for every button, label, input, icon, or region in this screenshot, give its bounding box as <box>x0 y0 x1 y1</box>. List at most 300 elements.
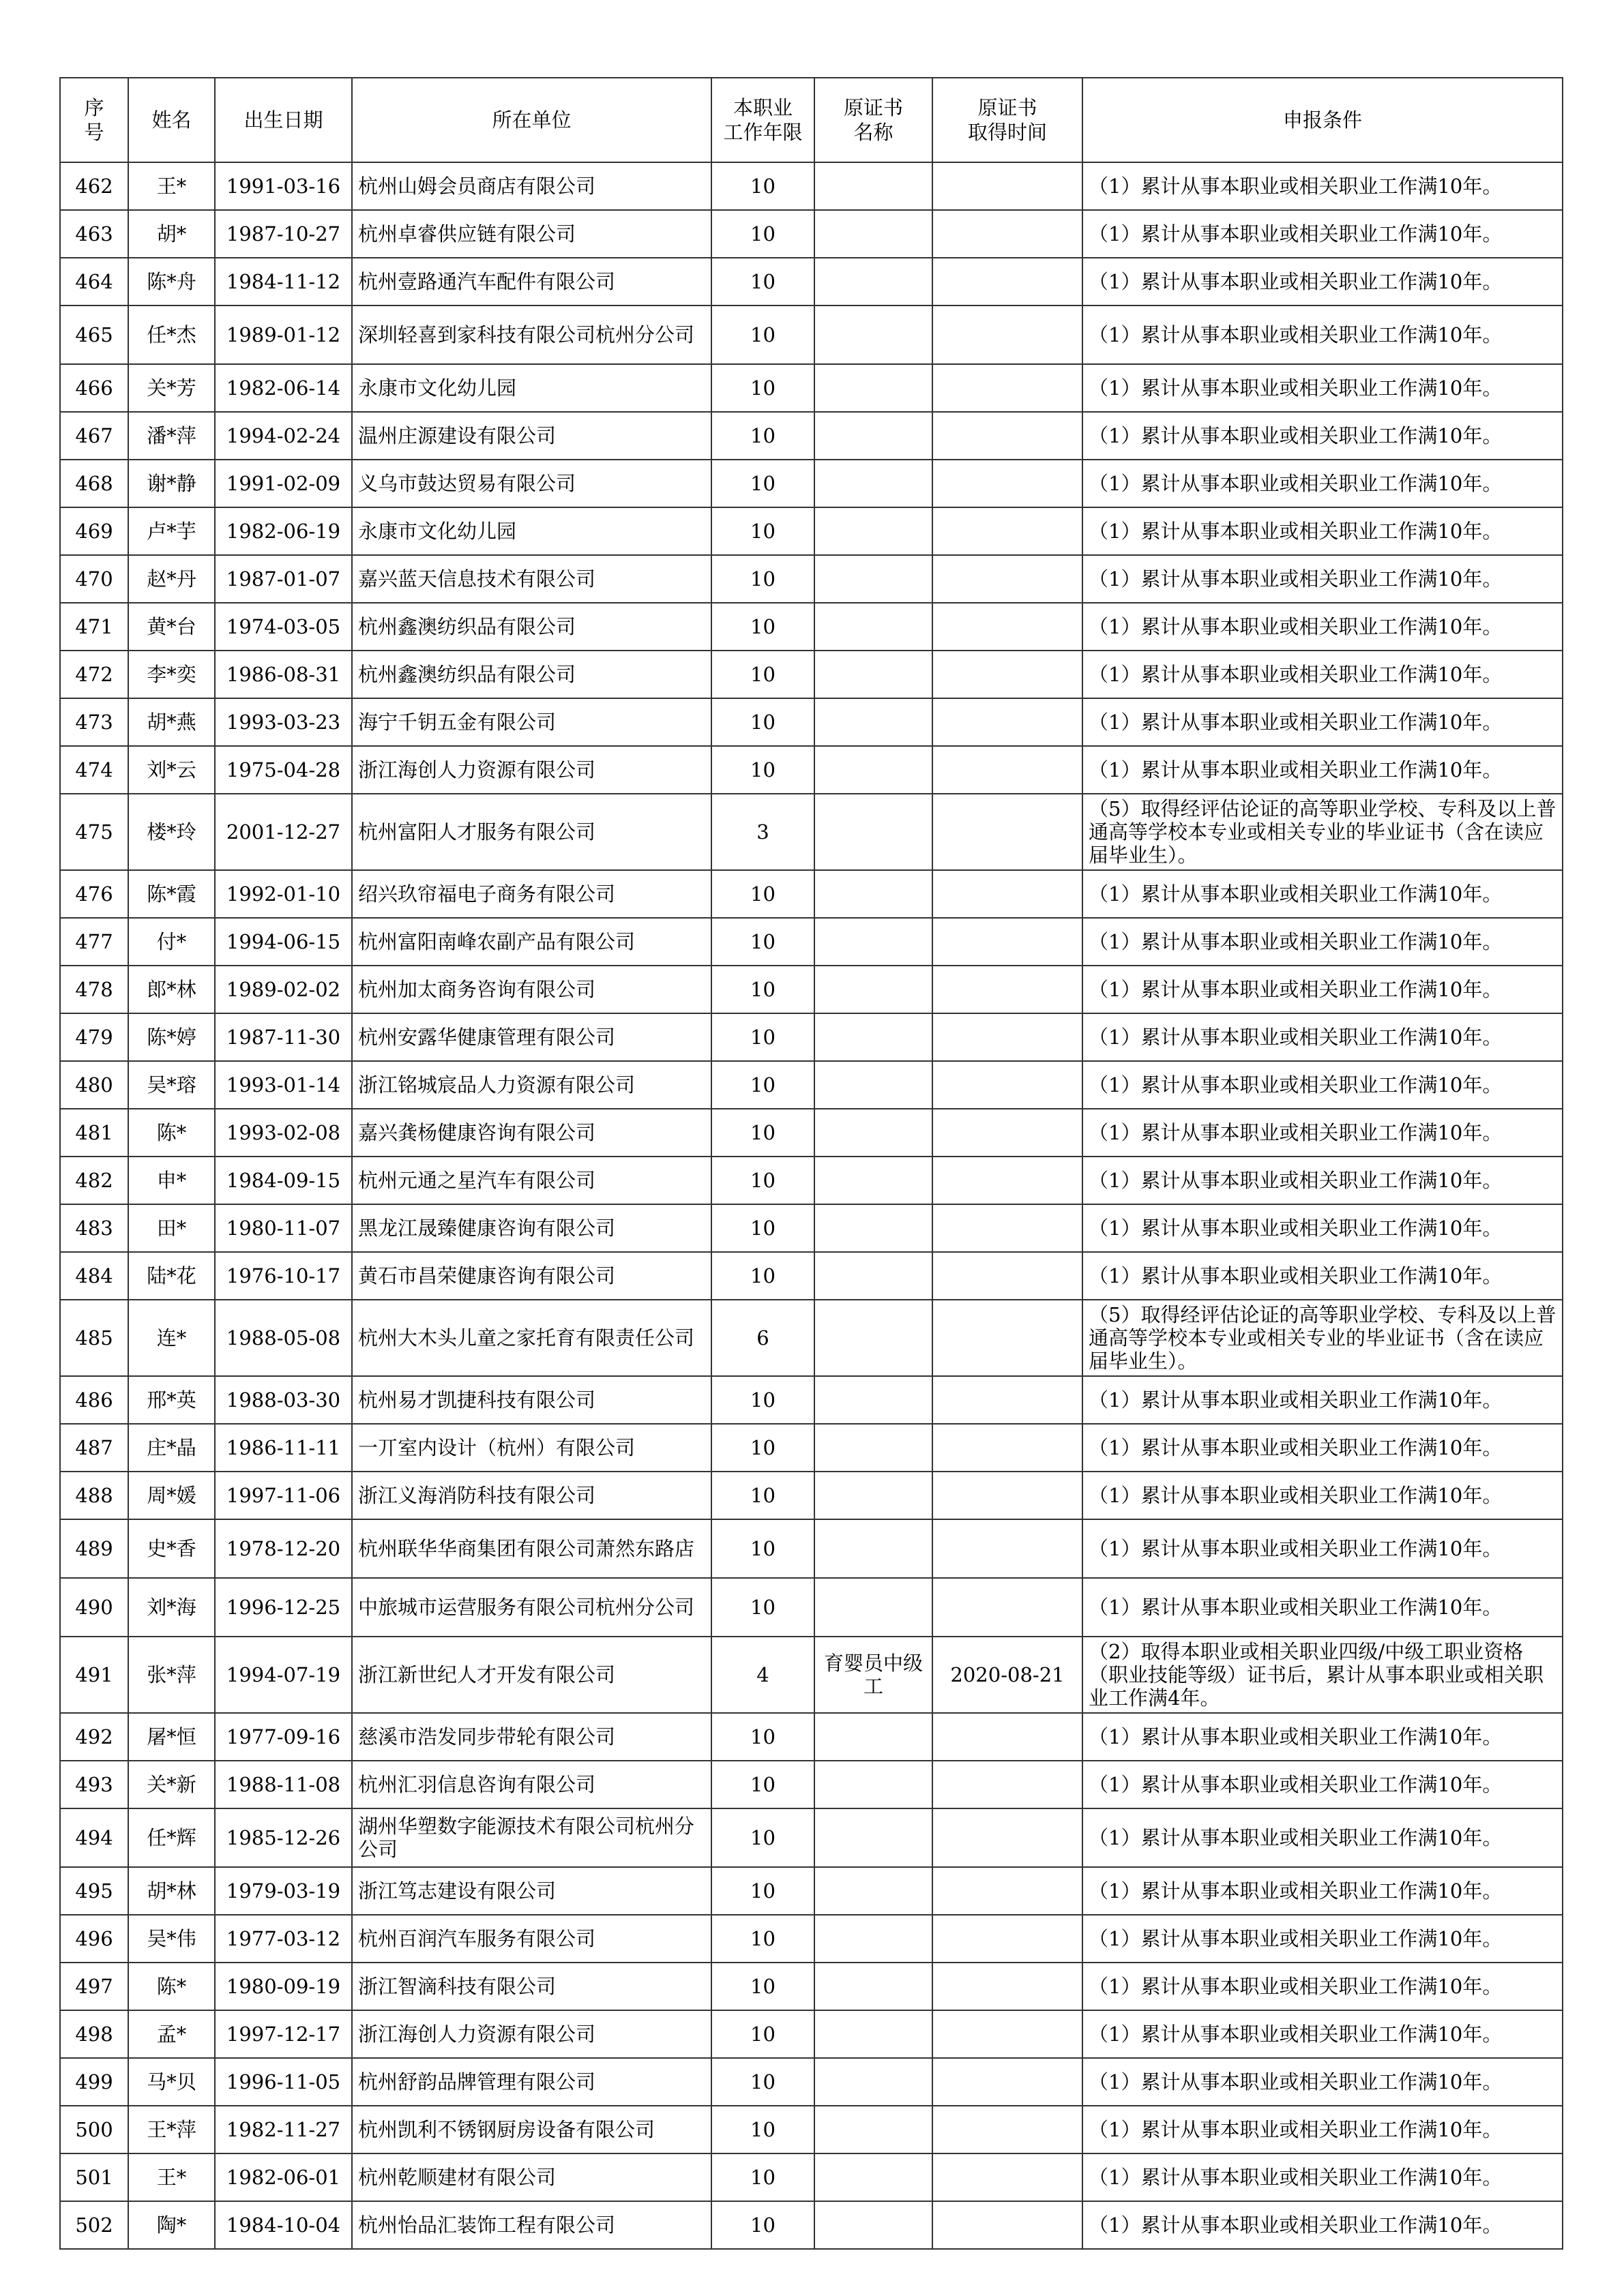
cell-birth: 1989-02-02 <box>215 966 352 1013</box>
cell-birth: 1982-06-19 <box>215 507 352 555</box>
table-row <box>60 1808 1563 1867</box>
cell-birth: 1997-12-17 <box>215 2010 352 2058</box>
cell-company: 嘉兴蓝天信息技术有限公司 <box>352 555 711 603</box>
table-row <box>60 1637 1563 1713</box>
cell-name: 张*萍 <box>128 1637 215 1713</box>
cell-name: 邢*英 <box>128 1376 215 1424</box>
table-row <box>60 966 1563 1013</box>
cell-company: 杭州安露华健康管理有限公司 <box>352 1013 711 1061</box>
table-row <box>60 2058 1563 2106</box>
table-row <box>60 1519 1563 1578</box>
cell-years: 10 <box>711 2010 814 2058</box>
table-row <box>60 918 1563 966</box>
cell-condition: （1）累计从事本职业或相关职业工作满10年。 <box>1082 870 1563 918</box>
cell-seq: 477 <box>60 918 128 966</box>
table-row <box>60 2153 1563 2201</box>
cell-company: 海宁千钥五金有限公司 <box>352 698 711 746</box>
cell-name: 周*媛 <box>128 1472 215 1519</box>
cell-seq: 490 <box>60 1578 128 1637</box>
cell-cert-date <box>932 2153 1082 2201</box>
cell-condition: （1）累计从事本职业或相关职业工作满10年。 <box>1082 1472 1563 1519</box>
table-row <box>60 1915 1563 1963</box>
cell-years: 10 <box>711 1578 814 1637</box>
cell-company: 慈溪市浩发同步带轮有限公司 <box>352 1713 711 1761</box>
header-seq-line2: 号 <box>84 121 104 144</box>
cell-cert-name: 育婴员中级工 <box>814 1637 932 1713</box>
header-company: 所在单位 <box>352 78 711 162</box>
table-row <box>60 698 1563 746</box>
cell-name: 陈* <box>128 1109 215 1157</box>
cell-birth: 1975-04-28 <box>215 746 352 794</box>
cell-name: 付* <box>128 918 215 966</box>
cell-condition: （1）累计从事本职业或相关职业工作满10年。 <box>1082 1424 1563 1472</box>
cell-condition: （1）累计从事本职业或相关职业工作满10年。 <box>1082 1157 1563 1204</box>
cell-years: 10 <box>711 1204 814 1252</box>
cell-name: 申* <box>128 1157 215 1204</box>
cell-company: 杭州元通之星汽车有限公司 <box>352 1157 711 1204</box>
cell-condition: （5）取得经评估论证的高等职业学校、专科及以上普通高等学校本专业或相关专业的毕业证书（含在读应届毕业生）。 <box>1082 1300 1563 1376</box>
header-cert-name-line2: 名称 <box>853 121 894 144</box>
table-row <box>60 1252 1563 1300</box>
cell-name: 陆*花 <box>128 1252 215 1300</box>
cell-years: 10 <box>711 870 814 918</box>
table-row <box>60 1013 1563 1061</box>
cell-cert-name <box>814 210 932 258</box>
cell-years: 10 <box>711 258 814 305</box>
cell-cert-date <box>932 1013 1082 1061</box>
cell-name: 黄*台 <box>128 603 215 651</box>
cell-years: 10 <box>711 2201 814 2249</box>
cell-company: 嘉兴龚杨健康咨询有限公司 <box>352 1109 711 1157</box>
table-row <box>60 1157 1563 1204</box>
applicant-table <box>59 77 1563 2250</box>
cell-cert-name <box>814 746 932 794</box>
cell-birth: 1993-03-23 <box>215 698 352 746</box>
cell-cert-name <box>814 305 932 364</box>
cell-birth: 1976-10-17 <box>215 1252 352 1300</box>
cell-seq: 472 <box>60 651 128 698</box>
cell-cert-date <box>932 1808 1082 1867</box>
table-row <box>60 1761 1563 1808</box>
cell-cert-date <box>932 1252 1082 1300</box>
cell-condition: （1）累计从事本职业或相关职业工作满10年。 <box>1082 1915 1563 1963</box>
cell-years: 10 <box>711 603 814 651</box>
header-row <box>60 78 1563 162</box>
table-row <box>60 1424 1563 1472</box>
cell-seq: 468 <box>60 460 128 507</box>
cell-condition: （1）累计从事本职业或相关职业工作满10年。 <box>1082 1376 1563 1424</box>
cell-seq: 499 <box>60 2058 128 2106</box>
cell-company: 杭州凯利不锈钢厨房设备有限公司 <box>352 2106 711 2153</box>
cell-cert-name <box>814 1472 932 1519</box>
cell-condition: （1）累计从事本职业或相关职业工作满10年。 <box>1082 1061 1563 1109</box>
cell-company: 杭州联华华商集团有限公司萧然东路店 <box>352 1519 711 1578</box>
header-years <box>711 78 814 162</box>
cell-name: 卢*芋 <box>128 507 215 555</box>
cell-company: 杭州乾顺建材有限公司 <box>352 2153 711 2201</box>
cell-birth: 1994-07-19 <box>215 1637 352 1713</box>
table-row <box>60 794 1563 870</box>
cell-company: 浙江海创人力资源有限公司 <box>352 746 711 794</box>
cell-cert-date <box>932 364 1082 412</box>
cell-cert-name <box>814 364 932 412</box>
cell-seq: 502 <box>60 2201 128 2249</box>
cell-birth: 1988-11-08 <box>215 1761 352 1808</box>
cell-condition: （1）累计从事本职业或相关职业工作满10年。 <box>1082 507 1563 555</box>
cell-years: 10 <box>711 1867 814 1915</box>
cell-cert-name <box>814 651 932 698</box>
cell-cert-name <box>814 698 932 746</box>
cell-seq: 496 <box>60 1915 128 1963</box>
header-years-line2: 工作年限 <box>723 121 803 144</box>
cell-condition: （1）累计从事本职业或相关职业工作满10年。 <box>1082 555 1563 603</box>
cell-cert-name <box>814 1519 932 1578</box>
cell-cert-date: 2020-08-21 <box>932 1637 1082 1713</box>
cell-birth: 1977-09-16 <box>215 1713 352 1761</box>
cell-years: 10 <box>711 1915 814 1963</box>
cell-birth: 1987-01-07 <box>215 555 352 603</box>
cell-years: 10 <box>711 412 814 460</box>
cell-cert-date <box>932 870 1082 918</box>
cell-birth: 1996-11-05 <box>215 2058 352 2106</box>
cell-seq: 463 <box>60 210 128 258</box>
cell-cert-date <box>932 1424 1082 1472</box>
cell-cert-name <box>814 507 932 555</box>
cell-name: 关*新 <box>128 1761 215 1808</box>
cell-cert-date <box>932 1376 1082 1424</box>
cell-cert-name <box>814 918 932 966</box>
table-header <box>60 78 1563 162</box>
header-seq <box>60 78 128 162</box>
cell-seq: 498 <box>60 2010 128 2058</box>
header-cert-name-line1: 原证书 <box>843 96 903 119</box>
cell-name: 孟* <box>128 2010 215 2058</box>
header-cert-date-line1: 原证书 <box>977 96 1037 119</box>
cell-birth: 1988-03-30 <box>215 1376 352 1424</box>
cell-cert-date <box>932 305 1082 364</box>
cell-birth: 1977-03-12 <box>215 1915 352 1963</box>
cell-name: 刘*海 <box>128 1578 215 1637</box>
cell-condition: （1）累计从事本职业或相关职业工作满10年。 <box>1082 746 1563 794</box>
header-seq-line1: 序 <box>84 96 104 119</box>
cell-company: 永康市文化幼儿园 <box>352 364 711 412</box>
cell-cert-name <box>814 2201 932 2249</box>
cell-company: 杭州富阳南峰农副产品有限公司 <box>352 918 711 966</box>
cell-name: 关*芳 <box>128 364 215 412</box>
cell-cert-name <box>814 1578 932 1637</box>
cell-name: 赵*丹 <box>128 555 215 603</box>
cell-condition: （1）累计从事本职业或相关职业工作满10年。 <box>1082 1761 1563 1808</box>
cell-condition: （1）累计从事本职业或相关职业工作满10年。 <box>1082 698 1563 746</box>
table-row <box>60 555 1563 603</box>
table-row <box>60 746 1563 794</box>
cell-seq: 493 <box>60 1761 128 1808</box>
cell-cert-name <box>814 1808 932 1867</box>
cell-seq: 465 <box>60 305 128 364</box>
table-row <box>60 2106 1563 2153</box>
cell-cert-name <box>814 1376 932 1424</box>
cell-name: 胡*林 <box>128 1867 215 1915</box>
cell-company: 杭州舒韵品牌管理有限公司 <box>352 2058 711 2106</box>
cell-years: 10 <box>711 507 814 555</box>
cell-cert-name <box>814 870 932 918</box>
cell-seq: 474 <box>60 746 128 794</box>
cell-name: 刘*云 <box>128 746 215 794</box>
cell-birth: 1993-02-08 <box>215 1109 352 1157</box>
cell-condition: （5）取得经评估论证的高等职业学校、专科及以上普通高等学校本专业或相关专业的毕业证书（含在读应届毕业生）。 <box>1082 794 1563 870</box>
cell-name: 楼*玲 <box>128 794 215 870</box>
cell-birth: 1993-01-14 <box>215 1061 352 1109</box>
cell-condition: （1）累计从事本职业或相关职业工作满10年。 <box>1082 258 1563 305</box>
cell-years: 6 <box>711 1300 814 1376</box>
cell-seq: 476 <box>60 870 128 918</box>
cell-birth: 1980-09-19 <box>215 1963 352 2010</box>
cell-birth: 1988-05-08 <box>215 1300 352 1376</box>
cell-cert-name <box>814 1424 932 1472</box>
cell-condition: （1）累计从事本职业或相关职业工作满10年。 <box>1082 918 1563 966</box>
cell-cert-name <box>814 794 932 870</box>
table-row <box>60 603 1563 651</box>
cell-seq: 494 <box>60 1808 128 1867</box>
cell-cert-date <box>932 966 1082 1013</box>
cell-years: 10 <box>711 1061 814 1109</box>
cell-birth: 1994-02-24 <box>215 412 352 460</box>
cell-years: 10 <box>711 1963 814 2010</box>
cell-company: 湖州华塑数字能源技术有限公司杭州分公司 <box>352 1808 711 1867</box>
cell-seq: 489 <box>60 1519 128 1578</box>
cell-seq: 488 <box>60 1472 128 1519</box>
cell-cert-date <box>932 1204 1082 1252</box>
cell-cert-date <box>932 162 1082 210</box>
cell-cert-name <box>814 1157 932 1204</box>
cell-company: 中旅城市运营服务有限公司杭州分公司 <box>352 1578 711 1637</box>
cell-cert-name <box>814 412 932 460</box>
cell-cert-date <box>932 2010 1082 2058</box>
cell-company: 义乌市鼓达贸易有限公司 <box>352 460 711 507</box>
cell-seq: 497 <box>60 1963 128 2010</box>
cell-seq: 470 <box>60 555 128 603</box>
cell-cert-name <box>814 1252 932 1300</box>
table-body <box>60 162 1563 2249</box>
cell-condition: （1）累计从事本职业或相关职业工作满10年。 <box>1082 2201 1563 2249</box>
cell-seq: 486 <box>60 1376 128 1424</box>
cell-years: 10 <box>711 1713 814 1761</box>
cell-birth: 1994-06-15 <box>215 918 352 966</box>
cell-name: 吴*伟 <box>128 1915 215 1963</box>
table-row <box>60 1300 1563 1376</box>
cell-cert-name <box>814 1867 932 1915</box>
cell-seq: 483 <box>60 1204 128 1252</box>
cell-cert-name <box>814 1204 932 1252</box>
cell-company: 浙江海创人力资源有限公司 <box>352 2010 711 2058</box>
cell-years: 4 <box>711 1637 814 1713</box>
cell-birth: 1987-11-30 <box>215 1013 352 1061</box>
table-row <box>60 1204 1563 1252</box>
cell-cert-date <box>932 1713 1082 1761</box>
cell-seq: 484 <box>60 1252 128 1300</box>
cell-name: 任*辉 <box>128 1808 215 1867</box>
cell-company: 杭州百润汽车服务有限公司 <box>352 1915 711 1963</box>
cell-birth: 1984-11-12 <box>215 258 352 305</box>
cell-company: 杭州怡品汇装饰工程有限公司 <box>352 2201 711 2249</box>
cell-years: 10 <box>711 651 814 698</box>
cell-name: 王* <box>128 162 215 210</box>
table-row <box>60 1713 1563 1761</box>
table-row <box>60 651 1563 698</box>
cell-cert-name <box>814 258 932 305</box>
cell-cert-name <box>814 2153 932 2201</box>
cell-cert-name <box>814 2010 932 2058</box>
header-cert-name <box>814 78 932 162</box>
cell-company: 杭州富阳人才服务有限公司 <box>352 794 711 870</box>
table-row <box>60 2010 1563 2058</box>
cell-condition: （1）累计从事本职业或相关职业工作满10年。 <box>1082 1867 1563 1915</box>
cell-cert-name <box>814 1061 932 1109</box>
cell-cert-date <box>932 746 1082 794</box>
cell-years: 3 <box>711 794 814 870</box>
cell-company: 浙江新世纪人才开发有限公司 <box>352 1637 711 1713</box>
cell-birth: 2001-12-27 <box>215 794 352 870</box>
header-cert-date-line2: 取得时间 <box>967 121 1047 144</box>
cell-cert-date <box>932 1157 1082 1204</box>
cell-seq: 480 <box>60 1061 128 1109</box>
cell-seq: 475 <box>60 794 128 870</box>
cell-years: 10 <box>711 1519 814 1578</box>
cell-cert-name <box>814 1915 932 1963</box>
header-birth: 出生日期 <box>215 78 352 162</box>
cell-cert-date <box>932 794 1082 870</box>
cell-name: 潘*萍 <box>128 412 215 460</box>
cell-seq: 491 <box>60 1637 128 1713</box>
cell-cert-date <box>932 412 1082 460</box>
cell-seq: 462 <box>60 162 128 210</box>
cell-company: 杭州卓睿供应链有限公司 <box>352 210 711 258</box>
cell-seq: 487 <box>60 1424 128 1472</box>
cell-cert-name <box>814 1300 932 1376</box>
table-row <box>60 1376 1563 1424</box>
cell-company: 杭州壹路通汽车配件有限公司 <box>352 258 711 305</box>
cell-years: 10 <box>711 555 814 603</box>
cell-cert-date <box>932 603 1082 651</box>
cell-years: 10 <box>711 698 814 746</box>
cell-years: 10 <box>711 1424 814 1472</box>
cell-condition: （1）累计从事本职业或相关职业工作满10年。 <box>1082 305 1563 364</box>
table-row <box>60 305 1563 364</box>
table-row <box>60 870 1563 918</box>
cell-seq: 466 <box>60 364 128 412</box>
cell-years: 10 <box>711 1472 814 1519</box>
cell-company: 杭州易才凯捷科技有限公司 <box>352 1376 711 1424</box>
table-row <box>60 162 1563 210</box>
cell-name: 胡*燕 <box>128 698 215 746</box>
cell-cert-name <box>814 460 932 507</box>
cell-cert-date <box>932 2058 1082 2106</box>
cell-name: 任*杰 <box>128 305 215 364</box>
table-row <box>60 1472 1563 1519</box>
cell-seq: 481 <box>60 1109 128 1157</box>
cell-seq: 492 <box>60 1713 128 1761</box>
cell-condition: （1）累计从事本职业或相关职业工作满10年。 <box>1082 966 1563 1013</box>
table-row <box>60 210 1563 258</box>
cell-condition: （1）累计从事本职业或相关职业工作满10年。 <box>1082 1013 1563 1061</box>
cell-birth: 1997-11-06 <box>215 1472 352 1519</box>
cell-condition: （1）累计从事本职业或相关职业工作满10年。 <box>1082 460 1563 507</box>
cell-cert-name <box>814 1713 932 1761</box>
cell-cert-name <box>814 162 932 210</box>
cell-birth: 1984-09-15 <box>215 1157 352 1204</box>
cell-birth: 1991-02-09 <box>215 460 352 507</box>
table-row <box>60 258 1563 305</box>
cell-years: 10 <box>711 918 814 966</box>
cell-name: 陈*婷 <box>128 1013 215 1061</box>
cell-years: 10 <box>711 1157 814 1204</box>
cell-birth: 1992-01-10 <box>215 870 352 918</box>
cell-name: 庄*晶 <box>128 1424 215 1472</box>
cell-company: 杭州鑫澳纺织品有限公司 <box>352 651 711 698</box>
cell-company: 杭州汇羽信息咨询有限公司 <box>352 1761 711 1808</box>
cell-cert-name <box>814 966 932 1013</box>
cell-cert-date <box>932 507 1082 555</box>
cell-name: 吴*瑢 <box>128 1061 215 1109</box>
cell-condition: （1）累计从事本职业或相关职业工作满10年。 <box>1082 2106 1563 2153</box>
cell-cert-date <box>932 1109 1082 1157</box>
cell-years: 10 <box>711 1109 814 1157</box>
cell-cert-date <box>932 1578 1082 1637</box>
cell-company: 浙江智滴科技有限公司 <box>352 1963 711 2010</box>
cell-seq: 479 <box>60 1013 128 1061</box>
cell-name: 屠*恒 <box>128 1713 215 1761</box>
cell-years: 10 <box>711 1252 814 1300</box>
cell-name: 田* <box>128 1204 215 1252</box>
cell-seq: 495 <box>60 1867 128 1915</box>
cell-company: 一丌室内设计（杭州）有限公司 <box>352 1424 711 1472</box>
cell-years: 10 <box>711 2106 814 2153</box>
cell-cert-date <box>932 258 1082 305</box>
cell-company: 杭州山姆会员商店有限公司 <box>352 162 711 210</box>
cell-company: 深圳轻喜到家科技有限公司杭州分公司 <box>352 305 711 364</box>
cell-birth: 1986-11-11 <box>215 1424 352 1472</box>
cell-condition: （1）累计从事本职业或相关职业工作满10年。 <box>1082 2153 1563 2201</box>
cell-birth: 1987-10-27 <box>215 210 352 258</box>
table-row <box>60 1061 1563 1109</box>
cell-cert-date <box>932 210 1082 258</box>
cell-seq: 501 <box>60 2153 128 2201</box>
table-row <box>60 1109 1563 1157</box>
cell-birth: 1984-10-04 <box>215 2201 352 2249</box>
cell-cert-date <box>932 2106 1082 2153</box>
cell-name: 史*香 <box>128 1519 215 1578</box>
cell-cert-date <box>932 651 1082 698</box>
cell-seq: 473 <box>60 698 128 746</box>
cell-condition: （1）累计从事本职业或相关职业工作满10年。 <box>1082 210 1563 258</box>
cell-name: 郎*林 <box>128 966 215 1013</box>
cell-name: 李*奕 <box>128 651 215 698</box>
cell-birth: 1974-03-05 <box>215 603 352 651</box>
cell-seq: 469 <box>60 507 128 555</box>
cell-cert-name <box>814 2058 932 2106</box>
cell-cert-date <box>932 555 1082 603</box>
cell-condition: （1）累计从事本职业或相关职业工作满10年。 <box>1082 651 1563 698</box>
cell-cert-name <box>814 555 932 603</box>
cell-years: 10 <box>711 364 814 412</box>
header-name: 姓名 <box>128 78 215 162</box>
cell-condition: （2）取得本职业或相关职业四级/中级工职业资格（职业技能等级）证书后，累计从事本职业或相关职业工作满4年。 <box>1082 1637 1563 1713</box>
cell-condition: （1）累计从事本职业或相关职业工作满10年。 <box>1082 1252 1563 1300</box>
cell-cert-date <box>932 698 1082 746</box>
cell-birth: 1989-01-12 <box>215 305 352 364</box>
cell-birth: 1986-08-31 <box>215 651 352 698</box>
header-years-line1: 本职业 <box>733 96 793 119</box>
